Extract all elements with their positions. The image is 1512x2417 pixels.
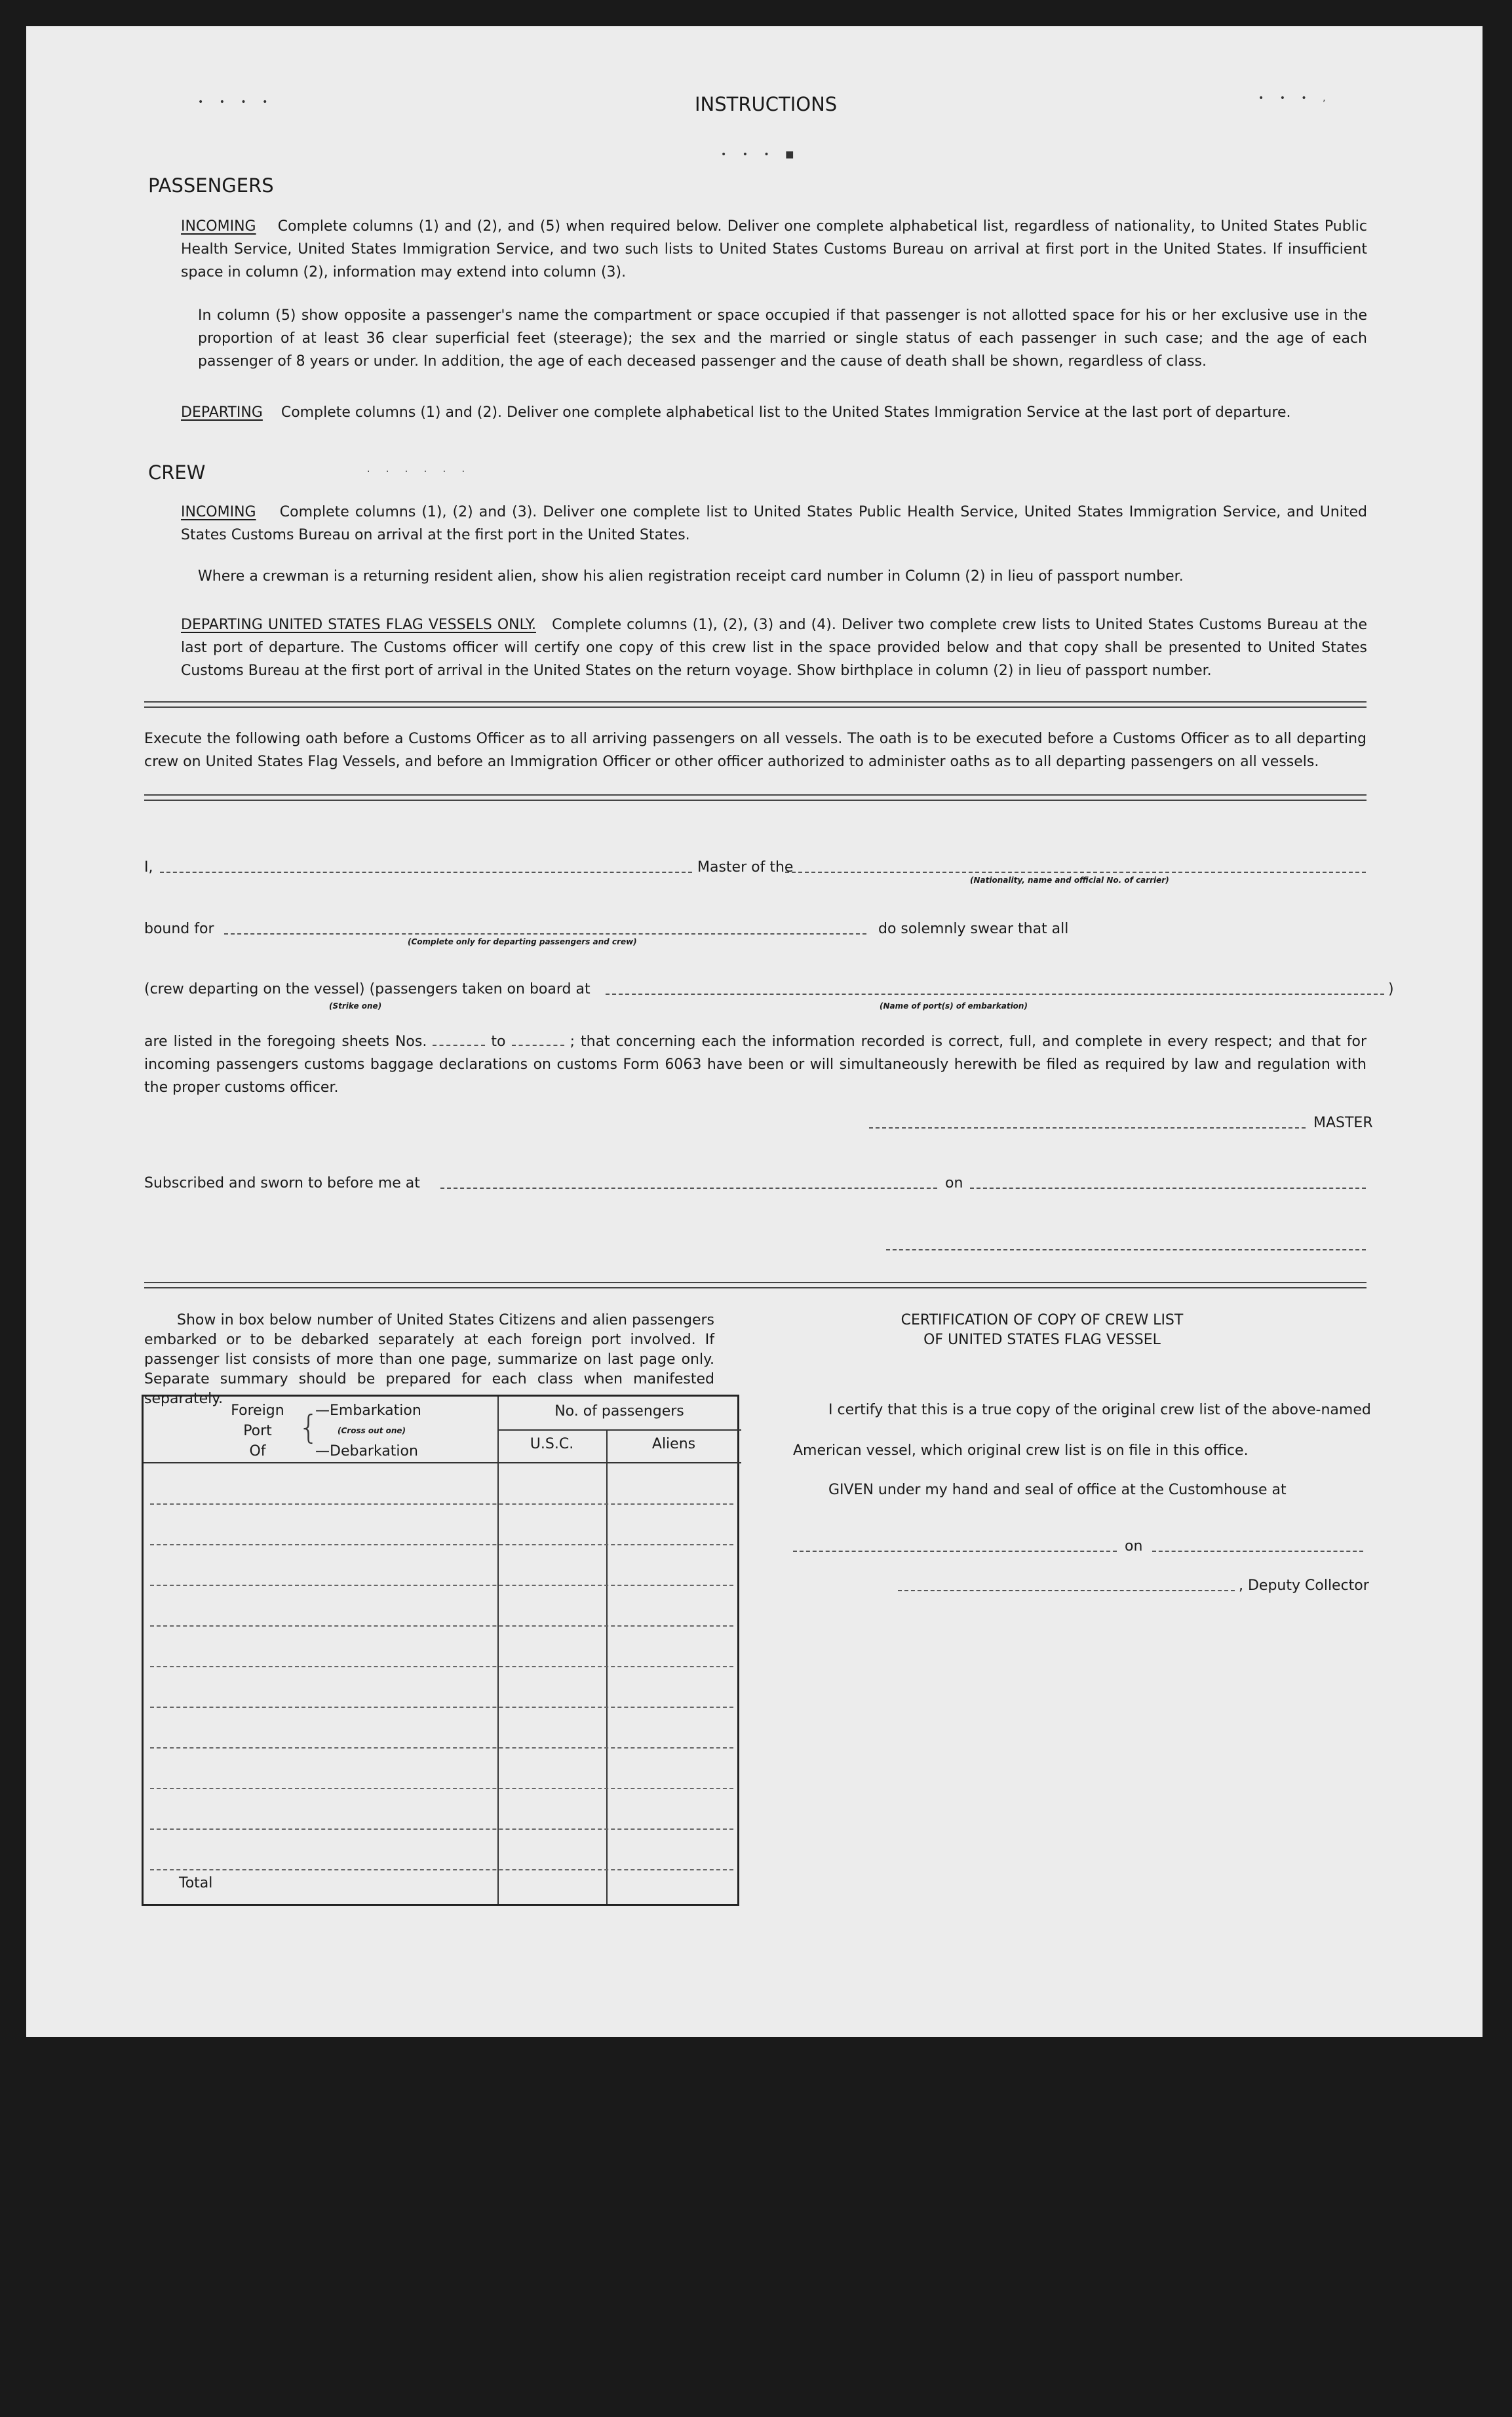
master-signature-field[interactable] (869, 1127, 1306, 1129)
passengers-heading: PASSENGERS (148, 174, 274, 197)
passengers-incoming-text: Complete columns (1) and (2), and (5) when required below. Deliver one complete alphabetical list, regardless of nationality, to United States Public Health Service, United States Immigration Service, and two such lists to United States Customs Bureau on arrival at first port in the United States. If insufficient space in column (2), information may extend into column (3). (181, 218, 1367, 280)
deputy-collector-label: , Deputy Collector (1239, 1577, 1369, 1594)
certification-title-line-1: CERTIFICATION OF COPY OF CREW LIST (901, 1312, 1184, 1328)
carrier-field[interactable] (785, 872, 1366, 873)
scan-specks: • • • ■ (721, 149, 801, 160)
table-row[interactable] (150, 1707, 733, 1708)
table-row[interactable] (150, 1869, 733, 1870)
table-row[interactable] (150, 1625, 733, 1627)
divider (144, 701, 1367, 708)
total-label: Total (179, 1875, 213, 1891)
header-divider (144, 1462, 741, 1463)
certification-title (813, 1311, 1271, 1350)
embark-debark-header (315, 1401, 421, 1461)
master-of-the-label: Master of the (697, 859, 794, 876)
crew-departing-paragraph (181, 613, 1367, 682)
crew-departing-text: Complete columns (1), (2), (3) and (4). Deliver two complete crew lists to United States Customs Bureau at the last port of departure. The Customs officer will certify one copy of this crew list in the space provided below and that copy shall be presented to United States Customs Bureau at the first port of arrival in the United States on the return voyage. Show birthplace in column (2) in lieu of passport number. (181, 617, 1367, 679)
scan-specks: • • • • (198, 97, 275, 107)
divider (144, 1282, 1367, 1288)
crew-incoming-paragraph-2: Where a crewman is a returning resident alien, show his alien registration receipt card number in Column (2) in lieu of passport number. (198, 568, 1184, 585)
listed-sheets-paragraph (144, 1030, 1367, 1099)
usc-header: U.S.C. (530, 1436, 574, 1452)
of-label: Of (249, 1443, 266, 1460)
certification-text-3: GIVEN under my hand and seal of office at the Customhouse at (828, 1482, 1287, 1498)
header-divider (497, 1429, 741, 1431)
close-paren: ) (1388, 981, 1394, 997)
bound-for-note: (Complete only for departing passengers and crew) (408, 937, 637, 946)
certification-on-label: on (1125, 1538, 1143, 1555)
master-name-field[interactable] (160, 872, 692, 873)
bound-for-field[interactable] (224, 933, 866, 935)
table-row[interactable] (150, 1828, 733, 1830)
subscribed-place-field[interactable] (440, 1188, 937, 1189)
carrier-note: (Nationality, name and official No. of carrier) (970, 876, 1169, 885)
listed-to-text: to (491, 1034, 506, 1050)
column-divider (497, 1397, 499, 1904)
swear-text: do solemnly swear that all (878, 921, 1069, 937)
subscribed-label: Subscribed and sworn to before me at (144, 1175, 420, 1191)
foreign-port-header (226, 1401, 289, 1461)
listed-sheets-text-a: are listed in the foregoing sheets Nos. (144, 1034, 427, 1050)
passengers-departing-text: Complete columns (1) and (2). Deliver one complete alphabetical list to the United States Immigration Service at the last port of departure. (281, 404, 1291, 421)
scan-specks: · · · · · · (367, 467, 471, 477)
no-passengers-header: No. of passengers (554, 1403, 684, 1420)
aliens-header: Aliens (651, 1436, 696, 1452)
passenger-summary-table (142, 1395, 739, 1906)
table-row[interactable] (150, 1788, 733, 1789)
table-row[interactable] (150, 1544, 733, 1545)
table-row[interactable] (150, 1585, 733, 1586)
certification-date-field[interactable] (1152, 1551, 1363, 1552)
port-label: Port (243, 1423, 272, 1439)
scan-specks: • • • , (1258, 93, 1332, 104)
crew-departing-text: (crew departing on the vessel) (passengers taken on board at (144, 981, 591, 997)
subscribed-on-label: on (945, 1175, 963, 1191)
table-row[interactable] (150, 1503, 733, 1505)
debarkation-label[interactable]: —Debarkation (315, 1443, 418, 1460)
table-row[interactable] (150, 1747, 733, 1749)
sheet-from-field[interactable] (433, 1045, 485, 1046)
foreign-label: Foreign (231, 1402, 284, 1419)
master-label: MASTER (1313, 1115, 1373, 1131)
ports-note: (Name of port(s) of embarkation) (880, 1001, 1028, 1011)
oath-i-label: I, (144, 859, 153, 876)
crew-incoming-text: Complete columns (1), (2) and (3). Deliver one complete list to United States Public Health Service, United States Immigration Service, and United States Customs Bureau on arrival at the first port in the United States. (181, 504, 1367, 543)
officer-signature-field[interactable] (886, 1249, 1366, 1250)
certification-title-line-2: OF UNITED STATES FLAG VESSEL (923, 1332, 1161, 1348)
passengers-incoming-paragraph-2: In column (5) show opposite a passenger's name the compartment or space occupied if that passenger is not allotted space for his or her exclusive use in the proportion of at least 36 clear superficial feet (steerage); the sex and the married or single status of each passenger in such case; and the age of each passenger of 8 years or under. In addition, the age of each deceased passenger and the cause of death shall be shown, regardless of class. (198, 307, 1367, 370)
crew-heading: CREW (148, 461, 206, 484)
passengers-departing-paragraph (181, 401, 1367, 424)
strike-one-note: (Strike one) (329, 1001, 382, 1011)
table-row[interactable] (150, 1666, 733, 1667)
oath-instructions: Execute the following oath before a Customs Officer as to all arriving passengers on all vessels. The oath is to be executed before a Customs Officer as to all departing crew on United States Flag Vessels, and before an Immigration Officer or other officer authorized to administer oaths as to all departing passengers on all vessels. (144, 731, 1367, 770)
crew-incoming-label: INCOMING (181, 504, 256, 520)
form-sheet (26, 26, 1483, 2037)
customhouse-place-field[interactable] (793, 1551, 1117, 1552)
certification-text-2: American vessel, which original crew list is on file in this office. (793, 1442, 1249, 1459)
brace-icon: { (298, 1408, 319, 1446)
listed-sheets-text-b: ; that concerning each the information recorded is correct, full, and complete in every respect; and that for incoming passengers customs baggage declarations on customs Form 6063 have been or will simultaneously herewith be filed as required by law and regulation with the proper customs officer. (144, 1034, 1367, 1096)
page-title: INSTRUCTIONS (695, 93, 838, 115)
bound-for-label: bound for (144, 921, 214, 937)
ports-embarkation-field[interactable] (606, 994, 1384, 995)
subscribed-date-field[interactable] (970, 1188, 1366, 1189)
certification-text-1: I certify that this is a true copy of the original crew list of the above-named (828, 1402, 1371, 1418)
crew-incoming-paragraph (181, 501, 1367, 547)
deputy-signature-field[interactable] (898, 1590, 1235, 1591)
cross-out-note: (Cross out one) (338, 1426, 406, 1435)
embarkation-label[interactable]: —Embarkation (315, 1402, 421, 1419)
passengers-incoming-paragraph (181, 215, 1367, 284)
sheet-to-field[interactable] (512, 1045, 564, 1046)
passengers-incoming-label: INCOMING (181, 218, 256, 235)
summary-instructions: Show in box below number of United States Citizens and alien passengers embarked or to be debarked separately at each foreign port involved. If passenger list consists of more than one page, summarize on last page only. Separate summary should be prepared for each class when manifested separately. (144, 1312, 714, 1407)
divider (144, 794, 1367, 801)
passengers-departing-label: DEPARTING (181, 404, 263, 421)
crew-departing-label: DEPARTING UNITED STATES FLAG VESSELS ONLY. (181, 617, 536, 633)
